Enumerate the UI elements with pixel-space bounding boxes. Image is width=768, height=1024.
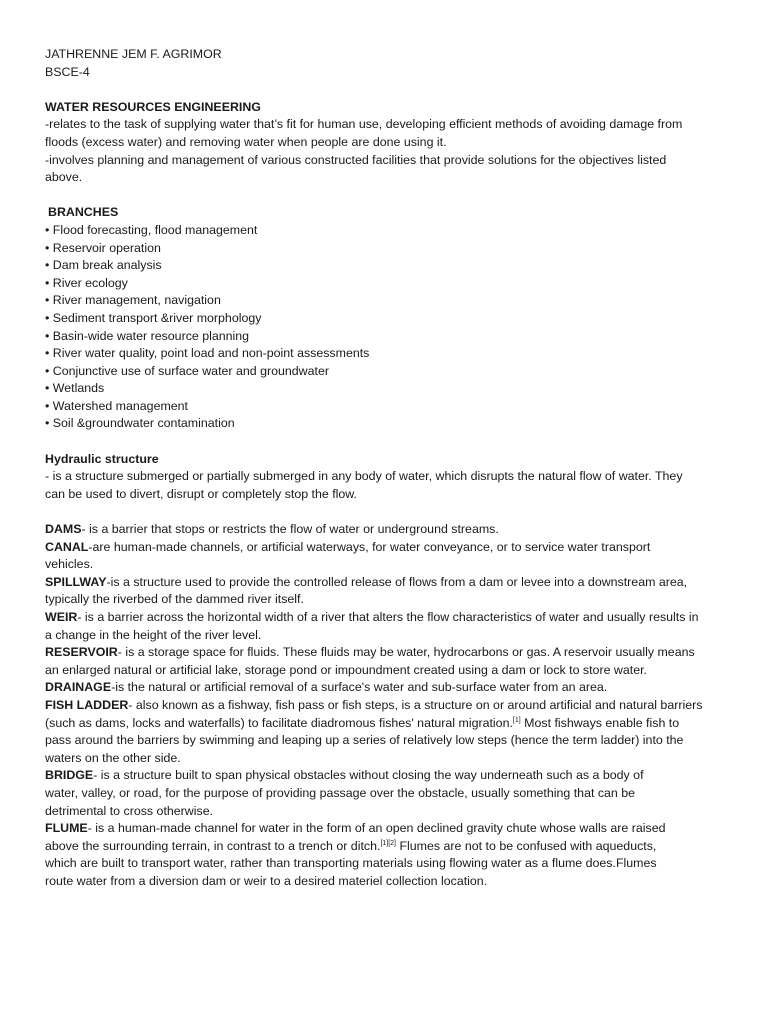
definition-text: -is the natural or artificial removal of a surface's water and sub-surface water from an area. <box>111 680 608 695</box>
definition-text: detrimental to cross otherwise. <box>45 803 214 818</box>
definition-fish-ladder <box>45 697 725 715</box>
definition-text <box>45 715 725 733</box>
definition-text <box>45 838 725 856</box>
definition-text: - also known as a fishway, fish pass or fish steps, is a structure on or around artificial and natural barriers <box>128 697 703 712</box>
intro-line: above. <box>45 170 83 185</box>
definition-bridge <box>45 767 725 785</box>
document-title: WATER RESOURCES ENGINEERING <box>45 99 261 114</box>
list-item: • Wetlands <box>45 381 105 396</box>
term-label: WEIR <box>45 610 78 624</box>
list-item: • River management, navigation <box>45 293 221 308</box>
term-label: RESERVOIR <box>45 645 118 660</box>
definition-text: - is a structure built to span physical obstacles without closing the way underneath such as a body of <box>93 768 644 783</box>
term-label: DAMS <box>45 522 82 537</box>
definition-text: - is a storage space for fluids. These fluids may be water, hydrocarbons or gas. A reservoir usually means <box>117 645 695 660</box>
list-item: • Watershed management <box>45 398 189 413</box>
intro-line: -involves planning and management of various constructed facilities that provide solutions for the objectives listed <box>45 152 667 167</box>
intro-line: floods (excess water) and removing water when people are done using it. <box>45 134 447 149</box>
list-item: • Conjunctive use of surface water and groundwater <box>45 363 329 378</box>
term-label: SPILLWAY <box>45 574 107 589</box>
definition-text: vehicles. <box>45 557 94 572</box>
definition-drainage <box>45 679 725 697</box>
definition-text: -are human-made channels, or artificial waterways, for water conveyance, or to service water transport <box>88 539 651 554</box>
definition-text: an enlarged natural or artificial lake, storage pond or impoundment created using a dam or lock to store water. <box>45 662 647 677</box>
term-label: DRAINAGE <box>45 680 112 695</box>
definition-dams <box>45 521 725 539</box>
term-label: CANAL <box>45 539 89 554</box>
list-item: • River water quality, point load and non-point assessments <box>45 346 370 361</box>
document-page <box>45 46 725 891</box>
definition-text: -is a structure used to provide the controlled release of flows from a dam or levee into a downstream area, <box>106 574 688 589</box>
list-item: • Basin-wide water resource planning <box>45 328 250 343</box>
definition-text: above the surrounding terrain, in contrast to a trench or ditch. <box>45 838 381 853</box>
definition-reservoir <box>45 644 725 662</box>
definition-text: - is a barrier across the horizontal width of a river that alters the flow characteristics of water and usually results in <box>77 610 699 624</box>
definition-text: - is a barrier that stops or restricts the flow of water or underground streams. <box>81 522 499 537</box>
definition-canal <box>45 539 725 557</box>
definition-flume <box>45 820 725 838</box>
hydraulic-heading: Hydraulic structure <box>45 451 159 466</box>
definition-weir <box>45 609 725 627</box>
intro-line: -relates to the task of supplying water that’s fit for human use, developing efficient methods of avoiding damage from <box>45 117 683 132</box>
definition-spillway <box>45 574 725 592</box>
definition-text: typically the riverbed of the dammed river itself. <box>45 592 304 607</box>
definition-text: (such as dams, locks and waterfalls) to facilitate diadromous fishes' natural migration. <box>45 715 513 730</box>
definition-text: Flumes are not to be confused with aqueducts, <box>396 838 657 853</box>
term-label: FLUME <box>45 821 88 836</box>
definition-text: Most fishways enable fish to <box>520 715 680 730</box>
hydraulic-definition: - is a structure submerged or partially submerged in any body of water, which disrupts the natural flow of water. They <box>45 469 683 484</box>
citation-link: [1][2] <box>380 839 397 847</box>
list-item: • Sediment transport &river morphology <box>45 310 262 325</box>
list-item: • Soil &groundwater contamination <box>45 416 235 431</box>
definition-text: route water from a diversion dam or weir to a desired materiel collection location. <box>45 873 488 888</box>
author-name: JATHRENNE JEM F. AGRIMOR <box>45 47 222 61</box>
definition-text: - is a human-made channel for water in the form of an open declined gravity chute whose walls are raised <box>87 821 666 836</box>
course-code: BSCE-4 <box>45 64 90 79</box>
list-item: • Flood forecasting, flood management <box>45 222 258 237</box>
list-item: • Reservoir operation <box>45 240 161 255</box>
definition-text: water, valley, or road, for the purpose of providing passage over the obstacle, usually something that can be <box>45 785 636 800</box>
hydraulic-definition: can be used to divert, disrupt or completely stop the flow. <box>45 486 357 501</box>
branches-heading: BRANCHES <box>48 205 119 220</box>
definition-text: pass around the barriers by swimming and leaping up a series of relatively low steps (hence the term ladder) into the <box>45 733 684 748</box>
definition-text: waters on the other side. <box>45 750 181 765</box>
definition-text: which are built to transport water, rather than transporting materials using flowing water as a flume does.Flumes <box>45 856 657 871</box>
list-item: • River ecology <box>45 275 128 290</box>
branches-list <box>45 222 725 433</box>
list-item: • Dam break analysis <box>45 258 162 273</box>
citation-link: [1] <box>512 716 521 724</box>
term-label: FISH LADDER <box>45 697 129 712</box>
definition-text: a change in the height of the river level. <box>45 627 262 642</box>
term-label: BRIDGE <box>45 768 94 783</box>
